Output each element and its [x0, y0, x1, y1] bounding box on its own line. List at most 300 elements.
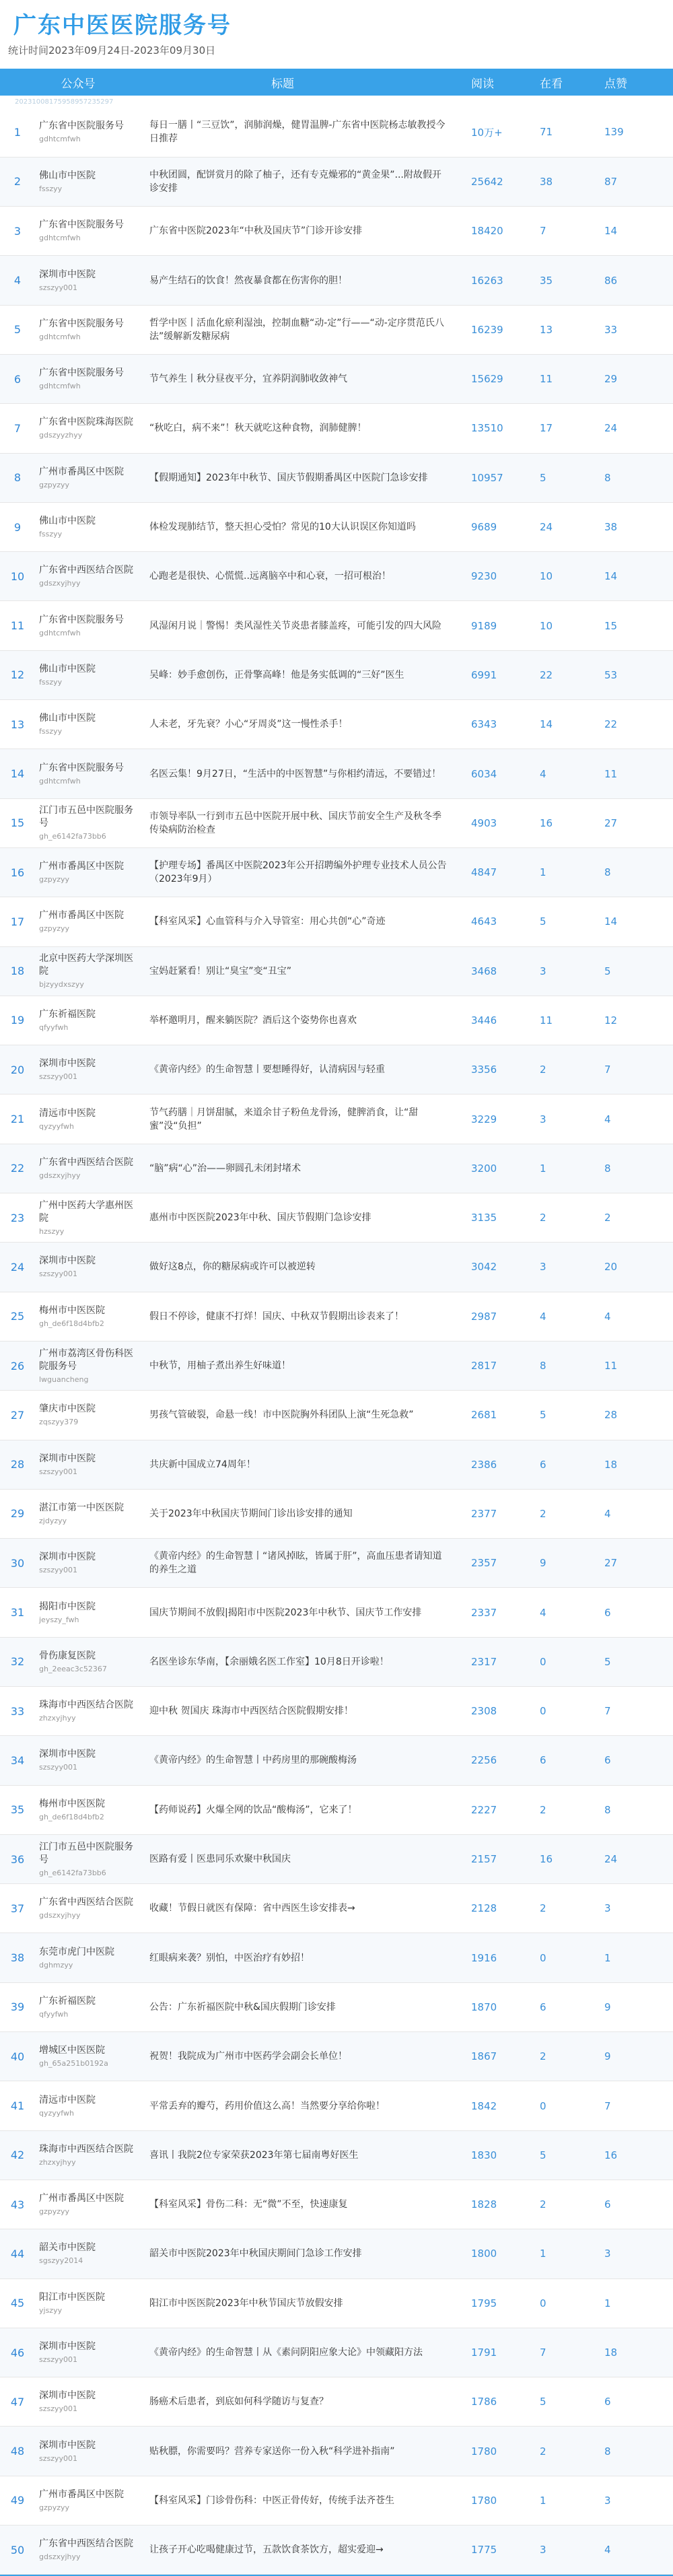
- article-title[interactable]: 广东省中医院2023年“中秋及国庆节”门诊开诊安排: [149, 225, 363, 237]
- account-name[interactable]: 江门市五邑中医院服务号: [39, 805, 133, 829]
- account-name[interactable]: 揭阳市中医院: [39, 1601, 96, 1612]
- account-cell: [35, 1094, 141, 1144]
- rank-cell: 36: [10, 1852, 25, 1866]
- account-name[interactable]: 深圳市中医院: [39, 1749, 96, 1760]
- like-count: 5: [604, 1655, 611, 1668]
- account-cell: [35, 1785, 141, 1834]
- like-count: 14: [604, 225, 618, 238]
- account-cell: [35, 601, 141, 650]
- account-name[interactable]: 增城区中医医院: [39, 2045, 105, 2056]
- looking-count: 0: [540, 2099, 546, 2112]
- table-row: [0, 798, 673, 847]
- table-row: [0, 1391, 673, 1440]
- like-count: 7: [604, 1705, 611, 1718]
- read-count: 3042: [471, 1261, 497, 1274]
- rank-cell: 37: [10, 1902, 25, 1915]
- like-count: 8: [604, 1803, 611, 1816]
- page-header: [0, 0, 673, 69]
- looking-count: 3: [540, 965, 546, 977]
- account-column-header: 公众号: [35, 69, 141, 96]
- rank-cell: 25: [10, 1310, 25, 1323]
- account-name[interactable]: 广东省中医院服务号: [39, 318, 124, 329]
- looking-count: 7: [540, 225, 546, 238]
- ranking-table: [0, 69, 673, 2575]
- read-count: 1780: [471, 2445, 497, 2458]
- article-title[interactable]: 节气养生丨秋分昼夜平分，宜养阴润肺收敛神气: [149, 374, 347, 385]
- account-name[interactable]: 江门市五邑中医院服务号: [39, 1841, 133, 1865]
- table-row: [0, 1341, 673, 1390]
- account-name[interactable]: 珠海市中西医结合医院: [39, 1700, 133, 1711]
- read-count: 10万+: [471, 126, 503, 139]
- account-id: gdszyyzhyy: [39, 431, 83, 440]
- account-cell: [35, 996, 141, 1045]
- account-cell: [35, 700, 141, 749]
- account-id: gzpyzyy: [39, 875, 70, 884]
- account-cell: [35, 897, 141, 946]
- like-count: 8: [604, 471, 611, 484]
- looking-count: 71: [540, 126, 553, 139]
- read-count: 25642: [471, 175, 503, 188]
- account-cell: [35, 108, 141, 157]
- account-id: gdszxyjhyy: [39, 1171, 81, 1180]
- account-name[interactable]: 广东省中医院服务号: [39, 368, 124, 379]
- account-id: szszyy001: [39, 1269, 78, 1279]
- rank-cell: 35: [10, 1803, 25, 1817]
- read-count: 1842: [471, 2099, 497, 2112]
- article-title[interactable]: 举杯邀明月，醒来躺医院？酒后这个姿势你也喜欢: [149, 1014, 357, 1026]
- read-count: 16239: [471, 323, 503, 336]
- account-name[interactable]: 骨伤康复医院: [39, 1650, 96, 1661]
- table-row: [0, 1933, 673, 1982]
- looking-count: 8: [540, 1360, 546, 1372]
- table-row: [0, 1687, 673, 1736]
- account-cell: [35, 157, 141, 206]
- article-title[interactable]: 人未老，牙先衰？小心“牙周炎”这一慢性杀手！: [149, 719, 348, 730]
- article-title[interactable]: 祝贺！我院成为广州市中医药学会副会长单位！: [149, 2051, 347, 2062]
- account-name[interactable]: 广东省中西医结合医院: [39, 565, 133, 576]
- table-row: [0, 700, 673, 749]
- read-count: 2817: [471, 1360, 497, 1372]
- account-name[interactable]: 珠海市中西医结合医院: [39, 2143, 133, 2155]
- article-title[interactable]: 心跑老是很快、心慌慌..远离脑卒中和心衰，一招可根治！: [149, 571, 391, 582]
- looking-count: 3: [540, 1261, 546, 1274]
- article-title[interactable]: 【科室风采】骨伤二科：无“微”不至，快速康复: [149, 2199, 348, 2211]
- article-title[interactable]: 肠癌术后患者，到底如何科学随访与复查？: [149, 2396, 328, 2408]
- read-count: 2256: [471, 1754, 497, 1767]
- table-row: [0, 946, 673, 996]
- account-id: szszyy001: [39, 1763, 78, 1772]
- account-cell: [35, 1982, 141, 2031]
- looking-count: 1: [540, 1162, 546, 1175]
- looking-count: 16: [540, 816, 553, 829]
- account-name[interactable]: 梅州市中医医院: [39, 1304, 105, 1316]
- article-title[interactable]: 宝妈赶紧看！别让“臭宝”变“丑宝”: [149, 965, 292, 977]
- table-row: [0, 2377, 673, 2427]
- rank-cell: 8: [13, 471, 22, 485]
- like-count: 12: [604, 1014, 618, 1026]
- like-count: 4: [604, 1310, 611, 1323]
- rank-cell: 34: [10, 1753, 25, 1767]
- like-count: 3: [604, 2248, 611, 2260]
- rank-cell: 45: [10, 2297, 25, 2310]
- table-row: [0, 2229, 673, 2278]
- read-count: 1867: [471, 2050, 497, 2063]
- looking-count: 10: [540, 619, 553, 632]
- table-row: [0, 2180, 673, 2229]
- table-row: [0, 1144, 673, 1193]
- article-title[interactable]: 《黄帝内经》的生命智慧丨要想睡得好，认清病因与轻重: [149, 1064, 385, 1076]
- rank-cell: 24: [10, 1260, 25, 1274]
- account-id: qfyyfwh: [39, 1022, 69, 1032]
- table-row: [0, 453, 673, 502]
- looking-count: 6: [540, 1754, 546, 1767]
- article-title[interactable]: 《黄帝内经》的生命智慧丨中药房里的那碗酸梅汤: [149, 1755, 357, 1766]
- read-count: 13510: [471, 422, 503, 435]
- account-id: qfyyfwh: [39, 2009, 69, 2019]
- account-cell: [35, 354, 141, 403]
- article-title[interactable]: 做好这8点，你的糖尿病或许可以被逆转: [149, 1261, 316, 1273]
- account-cell: [35, 749, 141, 798]
- account-id: qyzyyfwh: [39, 1121, 74, 1131]
- account-name[interactable]: 广东省中医院服务号: [39, 762, 124, 773]
- account-name[interactable]: 佛山市中医院: [39, 713, 96, 724]
- account-cell: [35, 798, 141, 847]
- article-title[interactable]: 《黄帝内经》的生命智慧丨“诸风掉眩，皆属于肝”，高血压患者请知道的养生之道: [149, 1551, 442, 1576]
- article-title[interactable]: 易产生结石的饮食！然夜暴食都在伤害你的胆！: [149, 275, 347, 286]
- table-row: [0, 305, 673, 354]
- looking-count: 2: [540, 1064, 546, 1076]
- looking-count: 38: [540, 175, 553, 188]
- page-title: 广东中医医院服务号: [13, 12, 232, 39]
- table-row: [0, 1884, 673, 1933]
- article-title[interactable]: 共庆新中国成立74周年！: [149, 1459, 256, 1470]
- read-count: 1791: [471, 2346, 497, 2359]
- account-id: fsszyy: [39, 727, 63, 736]
- account-id: bjzyydxszyy: [39, 980, 84, 989]
- account-name[interactable]: 佛山市中医院: [39, 663, 96, 674]
- table-row: [0, 2081, 673, 2130]
- read-count: 1830: [471, 2149, 497, 2161]
- account-cell: [35, 650, 141, 699]
- read-count: 4643: [471, 915, 497, 928]
- rank-cell: 39: [10, 2000, 25, 2014]
- account-id: gzpyzyy: [39, 2503, 70, 2512]
- account-name[interactable]: 清远市中医院: [39, 2094, 96, 2105]
- table-row: [0, 1982, 673, 2031]
- table-row: [0, 749, 673, 798]
- article-title[interactable]: 【护理专场】番禺区中医院2023年公开招聘编外护理专业技术人员公告（2023年9月）: [149, 860, 447, 885]
- account-cell: [35, 1637, 141, 1686]
- article-title[interactable]: 迎中秋 贺国庆 珠海市中西医结合医院假期安排！: [149, 1706, 353, 1717]
- article-title[interactable]: 体检发现肺结节，整天担心受怕？常见的10大认识误区你知道吗: [149, 522, 416, 533]
- account-cell: [35, 1440, 141, 1489]
- article-title[interactable]: 韶关市中医院2023年中秋国庆期间门急诊工作安排: [149, 2248, 362, 2260]
- like-count: 20: [604, 1261, 618, 1274]
- account-name[interactable]: 梅州市中医医院: [39, 1798, 105, 1809]
- looking-count: 2: [540, 1507, 546, 1520]
- looking-count: 2: [540, 2445, 546, 2458]
- article-title[interactable]: 《黄帝内经》的生命智慧丨从《素问阴阳应象大论》中领藏阳方法: [149, 2347, 423, 2358]
- account-cell: [35, 552, 141, 601]
- account-id: fsszyy: [39, 530, 63, 539]
- read-count: 2308: [471, 1705, 497, 1718]
- like-count: 7: [604, 1064, 611, 1076]
- table-row: [0, 2278, 673, 2328]
- account-cell: [35, 847, 141, 897]
- table-row: [0, 256, 673, 305]
- read-count: 10957: [471, 471, 503, 484]
- read-count: 1916: [471, 1951, 497, 1964]
- generation-stamp: 20231008175958957235297: [0, 96, 673, 108]
- article-title[interactable]: 【科室风采】门诊骨伤科：中医正骨传好，传统手法齐苍生: [149, 2495, 394, 2506]
- like-count: 18: [604, 1458, 618, 1471]
- account-name[interactable]: 广东祈福医院: [39, 1995, 96, 2007]
- like-count: 4: [604, 1507, 611, 1520]
- table-row: [0, 1292, 673, 1341]
- table-header-row: [0, 69, 673, 96]
- article-title[interactable]: 风湿闲月说｜警惕！类风湿性关节炎患者膝盖疼，可能引发的四大风险: [149, 620, 441, 631]
- table-row: [0, 1094, 673, 1144]
- table-row: [0, 1637, 673, 1686]
- table-row: [0, 601, 673, 650]
- account-name[interactable]: 广东省中医院珠海医院: [39, 417, 133, 428]
- table-row: [0, 1489, 673, 1538]
- article-title[interactable]: 收藏！节假日就医有保障：省中西医生诊安排表→: [149, 1903, 355, 1914]
- account-name[interactable]: 深圳市中医院: [39, 1058, 96, 1070]
- article-title[interactable]: 红眼病来袭？别怕，中医治疗有妙招！: [149, 1952, 310, 1963]
- looking-count: 2: [540, 1803, 546, 1816]
- article-title[interactable]: 假日不停诊，健康不打烊！国庆、中秋双节假期出诊表来了！: [149, 1311, 404, 1322]
- account-name[interactable]: 深圳市中医院: [39, 1255, 96, 1267]
- title-column-header: 标题: [141, 69, 471, 96]
- account-cell: [35, 2328, 141, 2377]
- article-title[interactable]: 市领导率队一行到市五邑中医院开展中秋、国庆节前安全生产及秋冬季传染病防治检查: [149, 810, 441, 835]
- article-title[interactable]: 【科室风采】心血管科与介入导管室：用心共创“心”奇迹: [149, 916, 386, 928]
- article-title[interactable]: 关于2023年中秋国庆节期间门诊出诊安排的通知: [149, 1508, 353, 1519]
- rank-cell: 32: [10, 1655, 25, 1669]
- looking-count: 0: [540, 1655, 546, 1668]
- account-cell: [35, 404, 141, 453]
- table-row: [0, 897, 673, 946]
- table-row: [0, 1193, 673, 1243]
- read-count: 9230: [471, 570, 497, 583]
- like-count: 27: [604, 1557, 618, 1570]
- account-name[interactable]: 深圳市中医院: [39, 269, 96, 280]
- like-count: 9: [604, 2000, 611, 2013]
- account-id: szszyy001: [39, 2404, 78, 2414]
- like-count: 87: [604, 175, 618, 188]
- article-title[interactable]: 【假期通知】2023年中秋节、国庆节假期番禺区中医院门急诊安排: [149, 472, 428, 483]
- like-count: 6: [604, 1754, 611, 1767]
- article-title[interactable]: 医路有爱丨医患同乐欢聚中秋国庆: [149, 1854, 291, 1865]
- looking-count: 10: [540, 570, 553, 583]
- article-title[interactable]: 贴秋膘，你需要吗？营养专家送你一份入秋“科学进补指南”: [149, 2445, 395, 2457]
- account-name[interactable]: 深圳市中医院: [39, 2390, 96, 2402]
- like-count: 24: [604, 422, 618, 435]
- rank-cell: 44: [10, 2247, 25, 2260]
- article-title[interactable]: “脑”病“心”治——卵圆孔未闭封堵术: [149, 1162, 302, 1174]
- account-name[interactable]: 深圳市中医院: [39, 1552, 96, 1563]
- article-title[interactable]: 中秋节，用柚子煮出养生好味道！: [149, 1360, 291, 1372]
- rank-cell: 27: [10, 1408, 25, 1422]
- table-row: [0, 2032, 673, 2081]
- rank-cell: 5: [13, 323, 22, 337]
- account-name[interactable]: 广东省中西医结合医院: [39, 1156, 133, 1168]
- looking-count: 4: [540, 767, 546, 780]
- read-count: 16263: [471, 274, 503, 287]
- read-count: 1795: [471, 2297, 497, 2309]
- account-id: szszyy001: [39, 1566, 78, 1575]
- article-title[interactable]: 哲学中医丨活血化瘀利湿浊，控制血糖“动-定”行——“动-定序贯范氏八法”缓解新发糖尿病: [149, 317, 444, 342]
- account-name[interactable]: 广东省中医院服务号: [39, 219, 124, 231]
- like-count: 53: [604, 668, 618, 681]
- like-count: 6: [604, 1606, 611, 1619]
- account-name[interactable]: 佛山市中医院: [39, 170, 96, 181]
- article-title[interactable]: 阳江市中医医院2023年中秋节国庆节放假安排: [149, 2297, 343, 2309]
- account-name[interactable]: 广东省中西医结合医院: [39, 2538, 133, 2550]
- read-count: 3200: [471, 1162, 497, 1175]
- account-id: szszyy001: [39, 2453, 78, 2463]
- account-name[interactable]: 清远市中医院: [39, 1107, 96, 1119]
- article-title[interactable]: 吴峰：妙手愈创伤，正骨擎高峰！他是务实低调的“三好”医生: [149, 669, 404, 681]
- account-cell: [35, 1045, 141, 1094]
- account-id: szszyy001: [39, 2355, 78, 2364]
- account-name[interactable]: 广东祈福医院: [39, 1008, 96, 1020]
- rank-cell: 30: [10, 1556, 25, 1570]
- article-title[interactable]: 平常丢弃的瓣芍，药用价值这么高！当然要分享给你啦！: [149, 2100, 385, 2112]
- looking-count: 24: [540, 521, 553, 534]
- rank-cell: 41: [10, 2099, 25, 2113]
- article-title[interactable]: 男孩气管破裂，命悬一线！市中医院胸外科团队上演“生死急救”: [149, 1409, 414, 1421]
- account-name[interactable]: 广东省中医院服务号: [39, 614, 124, 625]
- like-count: 9: [604, 2050, 611, 2063]
- rank-cell: 28: [10, 1458, 25, 1471]
- article-title[interactable]: 让孩子开心吃喝健康过节，五款饮食茶饮方，超实爱迎→: [149, 2544, 384, 2556]
- account-name[interactable]: 广州中医药大学惠州医院: [39, 1199, 133, 1224]
- account-name[interactable]: 广州市番禺区中医院: [39, 2488, 124, 2500]
- article-title[interactable]: “秋吃白，病不来”！秋天就吃这种食物，润肺健脾！: [149, 423, 367, 434]
- table-row: [0, 1243, 673, 1292]
- table-row: [0, 650, 673, 699]
- looking-count: 3: [540, 2544, 546, 2556]
- article-title[interactable]: 国庆节期间不放假|揭阳市中医院2023年中秋节、国庆节工作安排: [149, 1607, 422, 1618]
- account-id: szszyy001: [39, 1467, 78, 1476]
- rank-cell: 40: [10, 2050, 25, 2063]
- looking-count: 6: [540, 1458, 546, 1471]
- table-row: [0, 1539, 673, 1588]
- table-row: [0, 1785, 673, 1834]
- like-column-header: 点赞: [604, 69, 673, 96]
- read-column-header: 阅读: [471, 69, 540, 96]
- article-title[interactable]: 节气药膳｜月饼甜腻，来道余甘子粉鱼龙骨汤，健脾消食，让“甜蜜”没“负担”: [149, 1107, 419, 1132]
- read-count: 1775: [471, 2544, 497, 2556]
- account-name[interactable]: 阳江市中医医院: [39, 2291, 105, 2303]
- read-count: 2357: [471, 1557, 497, 1570]
- like-count: 6: [604, 2396, 611, 2408]
- article-title[interactable]: 公告：广东祈福医院中秋&国庆假期门诊安排: [149, 2001, 336, 2013]
- article-title[interactable]: 喜讯丨我院2位专家荣获2023年第七届南粤好医生: [149, 2149, 359, 2161]
- account-cell: [35, 1292, 141, 1341]
- article-title[interactable]: 惠州市中医医院2023年中秋、国庆节假期门急诊安排: [149, 1212, 371, 1224]
- account-name[interactable]: 佛山市中医院: [39, 516, 96, 527]
- read-count: 6034: [471, 767, 497, 780]
- account-name[interactable]: 广东省中医院服务号: [39, 120, 124, 132]
- like-count: 11: [604, 1360, 618, 1372]
- article-title[interactable]: 中秋团圆，配饼赏月的除了柚子，还有专克燥邪的“黄金果”...附故假开诊安排: [149, 169, 441, 194]
- account-name[interactable]: 广州市番禺区中医院: [39, 2193, 124, 2204]
- read-count: 2317: [471, 1655, 497, 1668]
- table-row: [0, 996, 673, 1045]
- article-title[interactable]: 每日一膳丨“三豆饮”，润肺润燥，健胃温脾-广东省中医院杨志敏教授今日推荐: [149, 120, 446, 145]
- account-name[interactable]: 湛江市第一中医医院: [39, 1502, 124, 1513]
- account-name[interactable]: 广州市番禺区中医院: [39, 466, 124, 477]
- rank-cell: 19: [10, 1014, 25, 1027]
- like-count: 15: [604, 619, 618, 632]
- article-title[interactable]: 【药师说药】火爆全网的饮品“酸梅汤”，它来了！: [149, 1804, 357, 1815]
- account-id: yjszyy: [39, 2305, 63, 2315]
- account-cell: [35, 1539, 141, 1588]
- account-id: zjdyzyy: [39, 1516, 67, 1525]
- account-id: lwguancheng: [39, 1374, 89, 1384]
- account-name[interactable]: 深圳市中医院: [39, 2439, 96, 2451]
- rank-cell: 15: [10, 816, 25, 830]
- account-name[interactable]: 广州市番禺区中医院: [39, 910, 124, 921]
- account-id: jeyszy_fwh: [39, 1615, 79, 1624]
- account-cell: [35, 1144, 141, 1193]
- read-count: 18420: [471, 225, 503, 238]
- looking-count: 13: [540, 323, 553, 336]
- rank-cell: 48: [10, 2445, 25, 2458]
- looking-count: 16: [540, 1853, 553, 1866]
- account-name[interactable]: 深圳市中医院: [39, 1453, 96, 1464]
- looking-count: 6: [540, 2000, 546, 2013]
- account-name[interactable]: 广州市荔湾区骨伤科医院服务号: [39, 1348, 133, 1372]
- account-id: gzpyzyy: [39, 480, 70, 489]
- account-name[interactable]: 东莞市虎门中医院: [39, 1946, 114, 1957]
- account-name[interactable]: 肇庆市中医院: [39, 1403, 96, 1415]
- account-id: szszyy001: [39, 1072, 78, 1082]
- article-title[interactable]: 名医坐诊东华南，【余丽娥名医工作室】10月8日开诊啦！: [149, 1656, 389, 1667]
- looking-count: 2: [540, 2050, 546, 2063]
- read-count: 3356: [471, 1064, 497, 1076]
- account-cell: [35, 1834, 141, 1883]
- account-name[interactable]: 韶关市中医院: [39, 2242, 96, 2254]
- article-title[interactable]: 名医云集！9月27日，“生活中的中医智慧”与你相约清远，不要错过！: [149, 768, 441, 779]
- rank-cell: 2: [13, 175, 22, 188]
- looking-count: 5: [540, 915, 546, 928]
- rank-cell: 7: [13, 421, 22, 435]
- looking-count: 2: [540, 1212, 546, 1224]
- account-name[interactable]: 广东省中西医结合医院: [39, 1897, 133, 1908]
- table-row: [0, 2427, 673, 2476]
- looking-count: 1: [540, 2494, 546, 2507]
- like-count: 3: [604, 1902, 611, 1915]
- rank-cell: 3: [13, 224, 22, 238]
- rank-cell: 11: [10, 619, 25, 633]
- read-count: 9189: [471, 619, 497, 632]
- looking-count: 11: [540, 1014, 553, 1026]
- read-count: 2377: [471, 1507, 497, 1520]
- account-cell: [35, 1243, 141, 1292]
- read-count: 2128: [471, 1902, 497, 1915]
- looking-count: 9: [540, 1557, 546, 1570]
- table-row: [0, 2328, 673, 2377]
- account-name[interactable]: 北京中医药大学深圳医院: [39, 953, 133, 977]
- rank-cell: 42: [10, 2149, 25, 2162]
- like-count: 14: [604, 570, 618, 583]
- account-name[interactable]: 广州市番禺区中医院: [39, 861, 124, 872]
- account-name[interactable]: 深圳市中医院: [39, 2341, 96, 2352]
